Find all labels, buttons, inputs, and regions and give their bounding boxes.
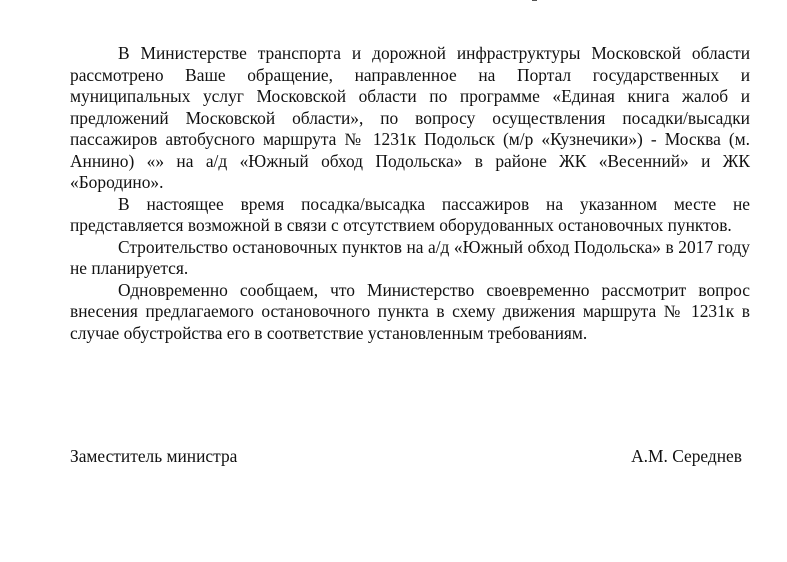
page-mark <box>532 0 537 1</box>
signature-block <box>70 446 742 468</box>
letter-body <box>70 43 750 344</box>
paragraph-2: В настоящее время посадка/высадка пассажиров на указанном месте не представляется возможной в связи с отсутствием оборудованных остановочных пунктов. <box>70 193 750 235</box>
signatory-name: А.М. Середнев <box>631 446 742 466</box>
signatory-position: Заместитель министра <box>70 446 238 466</box>
paragraph-1: В Министерстве транспорта и дорожной инфраструктуры Московской области рассмотрено Ваше обращение, направленное на Портал государственных и муниципальных услуг Московской области по программе «Единая книга жалоб и предложений Московской области», по вопросу осуществления посадки/высадки пассажиров автобусного маршрута № 1231к Подольск (м/р «Кузнечики») - Москва (м. Аннино) «» на а/д «Южный обход Подольска» в районе ЖК «Весенний» и ЖК «Бородино». <box>70 43 750 192</box>
paragraph-4: Одновременно сообщаем, что Министерство своевременно рассмотрит вопрос внесения предлагаемого остановочного пункта в схему движения маршрута № 1231к в случае обустройства его в соответствие установленным требованиям. <box>70 279 750 343</box>
paragraph-3: Строительство остановочных пунктов на а/д «Южный обход Подольска» в 2017 году не планируется. <box>70 236 750 278</box>
